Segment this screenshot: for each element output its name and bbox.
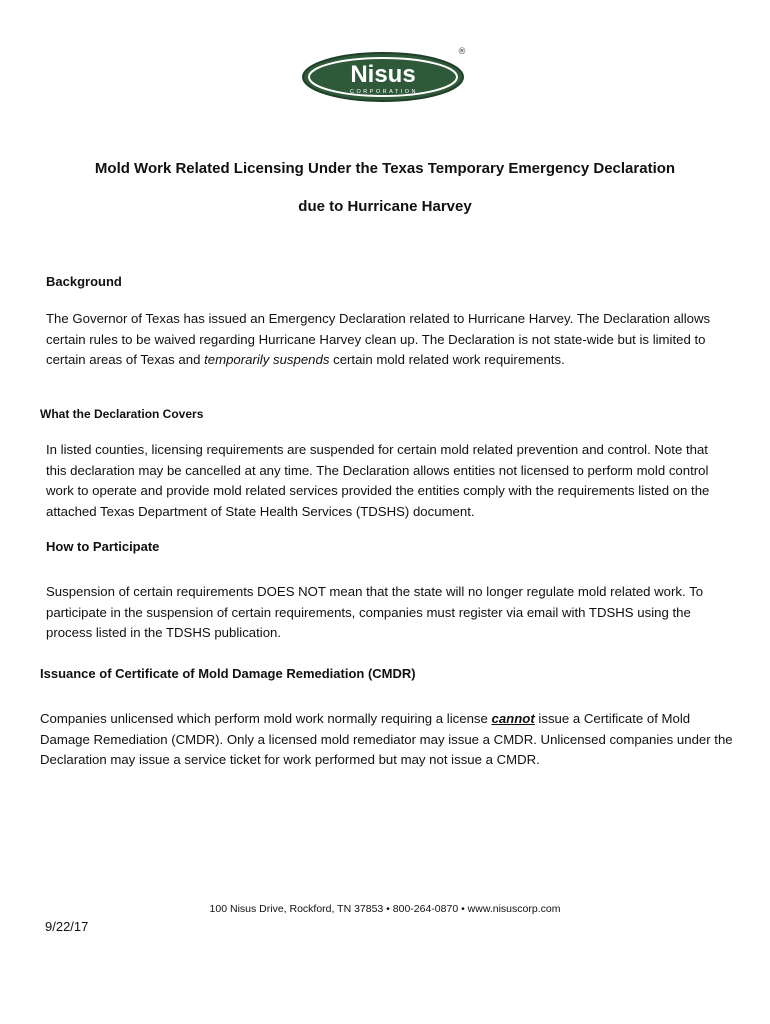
footer-date: 9/22/17 — [45, 919, 89, 934]
footer-address: 100 Nisus Drive, Rockford, TN 37853 • 800-264-0870 • www.nisuscorp.com — [209, 903, 561, 915]
background-italic-text: temporarily suspends — [204, 352, 330, 367]
logo-subtitle: CORPORATION — [349, 89, 419, 95]
nisus-logo — [300, 44, 470, 106]
cmdr-text-part2: issue a Certificate of Mold Damage Remediation (CMDR). Only a licensed mold remediator may issue a CMDR. Unlicensed companies under the Declaration may issue a service ticket for work performed but may not issue a CMDR. — [40, 711, 733, 767]
nisus-logo-graphic — [300, 44, 470, 106]
background-text-part2: certain mold related work requirements. — [329, 352, 565, 367]
registered-mark: ® — [457, 47, 467, 57]
document-title-line2: due to Hurricane Harvey — [298, 198, 472, 215]
cmdr-paragraph — [40, 709, 740, 771]
background-text-part1: The Governor of Texas has issued an Emergency Declaration related to Hurricane Harvey. The Declaration allows certain rules to be waived regarding Hurricane Harvey clean up. The Declaration is not state-wide but is limited to certain areas of Texas and — [46, 311, 711, 367]
section-heading-covers: What the Declaration Covers — [40, 407, 204, 421]
cmdr-emphasis: cannot — [491, 711, 535, 726]
logo-wordmark: Nisus — [350, 61, 416, 88]
cmdr-text-part1: Companies unlicensed which perform mold work normally requiring a license — [40, 711, 492, 726]
section-heading-participate: How to Participate — [46, 539, 160, 554]
section-heading-background: Background — [46, 274, 122, 289]
background-paragraph — [46, 309, 711, 371]
section-heading-cmdr: Issuance of Certificate of Mold Damage Remediation (CMDR) — [40, 666, 416, 681]
participate-paragraph: Suspension of certain requirements DOES NOT mean that the state will no longer regulate mold related work. To participate in the suspension of certain requirements, companies must register via email with TDSHS using the process listed in the TDSHS publication. — [46, 584, 704, 640]
covers-paragraph: In listed counties, licensing requirements are suspended for certain mold related prevention and control. Note that this declaration may be cancelled at any time. The Declaration allows entities not licensed to perform mold control work to operate and provide mold related services provided the entities comply with the requirements listed on the attached Texas Department of State Health Services (TDSHS) document. — [46, 442, 710, 519]
document-title-line1: Mold Work Related Licensing Under the Texas Temporary Emergency Declaration — [94, 160, 676, 177]
